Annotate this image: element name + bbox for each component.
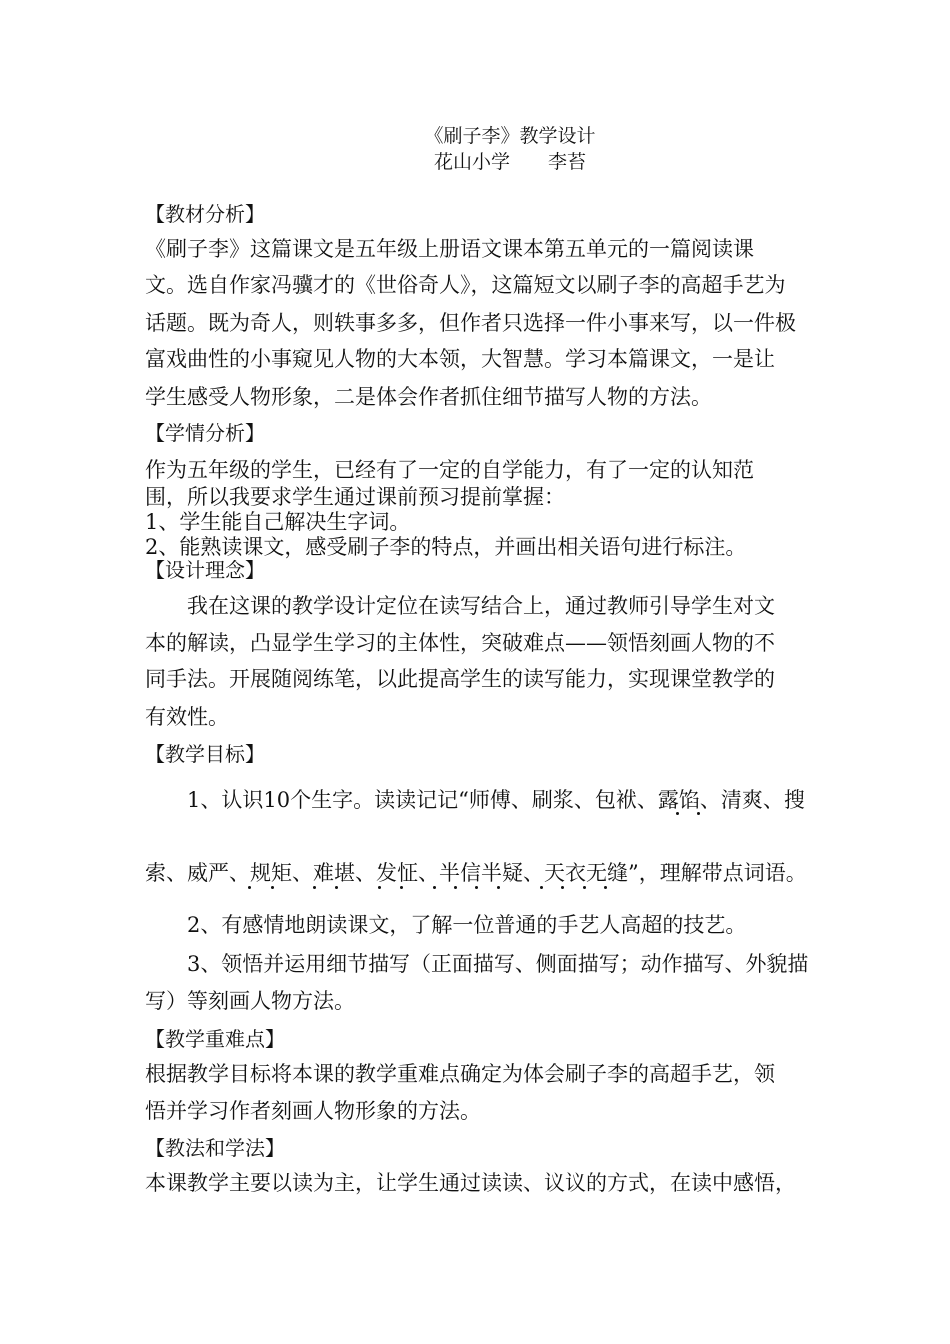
author-line: 花山小学 李苔 xyxy=(433,151,586,173)
goal-1-line-1: 1、认识10个生字。读读记记“师傅、刷浆、包袱、露馅、清爽、搜 xyxy=(187,788,805,812)
paragraph-line: 富戏曲性的小事窥见人物的大本领，大智慧。学习本篇课文，一是让 xyxy=(145,347,775,371)
goal-3-line-2: 写）等刻画人物方法。 xyxy=(145,989,355,1013)
paragraph-line: 话题。既为奇人，则轶事多多，但作者只选择一件小事来写，以一件极 xyxy=(145,311,796,335)
paragraph-line: 悟并学习作者刻画人物形象的方法。 xyxy=(145,1099,481,1123)
goal-1-line-2: 索、威严、规矩、难堪、发怔、半信半疑、天衣无缝”，理解带点词语。 xyxy=(145,861,807,885)
goal-3-line-1: 3、领悟并运用细节描写（正面描写、侧面描写；动作描写、外貌描 xyxy=(187,952,809,976)
paragraph-line: 同手法。开展随阅练笔，以此提高学生的读写能力，实现课堂教学的 xyxy=(145,667,775,691)
paragraph-line: 有效性。 xyxy=(145,705,229,729)
paragraph-line: 本课教学主要以读为主，让学生通过读读、议议的方式，在读中感悟， xyxy=(145,1171,796,1195)
paragraph-line: 我在这课的教学设计定位在读写结合上，通过教师引导学生对文 xyxy=(187,594,775,618)
paragraph-line: 学生感受人物形象，二是体会作者抓住细节描写人物的方法。 xyxy=(145,385,712,409)
paragraph-line: 围，所以我要求学生通过课前预习提前掌握： xyxy=(145,485,565,509)
paragraph-line: 《刷子李》这篇课文是五年级上册语文课本第五单元的一篇阅读课 xyxy=(145,237,754,261)
heading-concept: 【设计理念】 xyxy=(145,558,265,582)
paragraph-line: 作为五年级的学生，已经有了一定的自学能力，有了一定的认知范 xyxy=(145,458,754,482)
heading-methods: 【教法和学法】 xyxy=(145,1136,285,1160)
goal-2: 2、有感情地朗读课文，了解一位普通的手艺人高超的技艺。 xyxy=(187,913,747,937)
paragraph-line: 文。选自作家冯骥才的《世俗奇人》，这篇短文以刷子李的高超手艺为 xyxy=(145,273,786,297)
paragraph-line: 根据教学目标将本课的教学重难点确定为体会刷子李的高超手艺，领 xyxy=(145,1062,775,1086)
list-item: 1、学生能自己解决生字词。 xyxy=(145,510,411,534)
heading-key-points: 【教学重难点】 xyxy=(145,1027,285,1051)
paragraph-line: 本的解读，凸显学生学习的主体性，突破难点——领悟刻画人物的不 xyxy=(145,631,775,655)
document-title: 《刷子李》教学设计 xyxy=(424,125,596,147)
heading-goals: 【教学目标】 xyxy=(145,742,265,766)
list-item: 2、能熟读课文，感受刷子李的特点，并画出相关语句进行标注。 xyxy=(145,535,747,559)
heading-students: 【学情分析】 xyxy=(145,421,265,445)
heading-materials: 【教材分析】 xyxy=(145,202,265,226)
